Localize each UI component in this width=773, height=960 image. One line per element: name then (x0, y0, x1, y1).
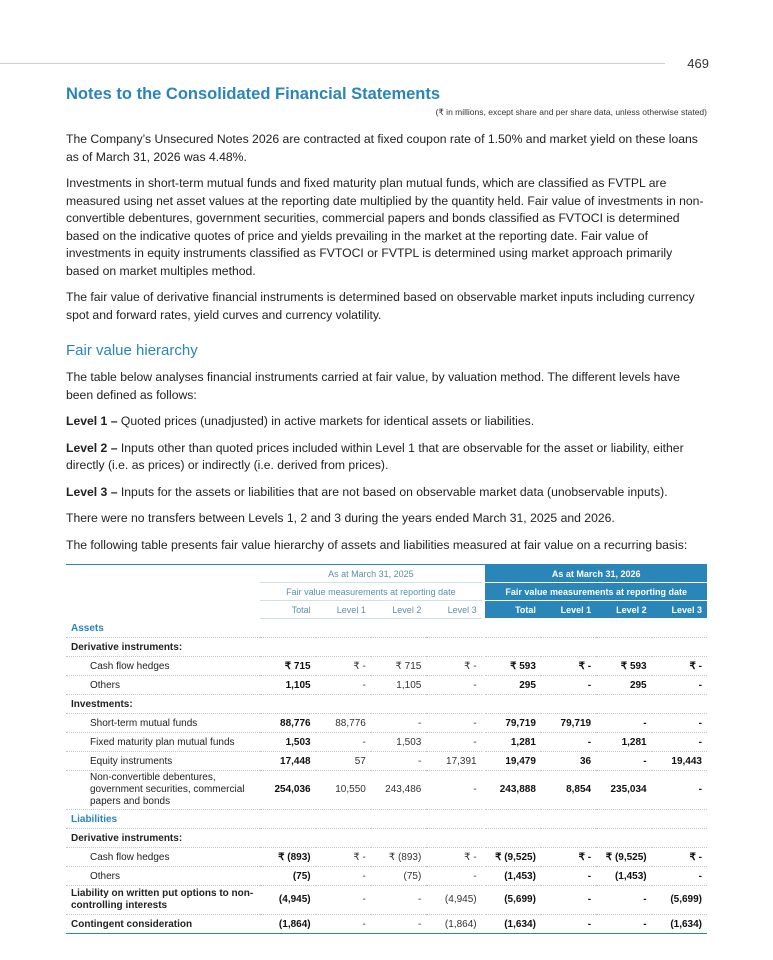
cell-value: 1,105 (260, 676, 316, 695)
cell-value: 10,550 (316, 771, 371, 810)
cell-value: (4,945) (426, 886, 481, 915)
cell-value: - (316, 915, 371, 934)
cell-value: 79,719 (485, 714, 541, 733)
row-label: Cash flow hedges (66, 848, 260, 867)
cell-value: - (541, 733, 596, 752)
transfer-note: There were no transfers between Levels 1, 2 and 3 during the years ended March 31, 2025 and 2026. (66, 511, 615, 525)
cell-value: (1,864) (426, 915, 481, 934)
level-text: Inputs other than quoted prices included within Level 1 that are observable for the asset or liability, either directly (i.e. as prices) or indirectly (i.e. derived from prices). (66, 440, 684, 472)
cell-value: - (541, 867, 596, 886)
table-row (66, 733, 707, 752)
cell-value (485, 810, 541, 829)
cell-value: 243,486 (371, 771, 427, 810)
cell-value (426, 695, 481, 714)
cell-value: 57 (316, 752, 371, 771)
cell-value (260, 810, 316, 829)
cell-value: 295 (596, 676, 652, 695)
column-header: Level 1 (541, 601, 596, 619)
cell-value: 17,391 (426, 752, 481, 771)
cell-value (316, 829, 371, 848)
cell-value: 88,776 (316, 714, 371, 733)
cell-value: - (541, 676, 596, 695)
level-label: Level 2 – (66, 440, 118, 455)
cell-value: 1,503 (260, 733, 316, 752)
cell-value: - (316, 676, 371, 695)
row-label: Liability on written put options to non-controlling interests (66, 886, 260, 915)
cell-value (652, 619, 707, 638)
row-label: Investments: (66, 695, 260, 714)
cell-value: - (426, 676, 481, 695)
cell-value: - (652, 867, 707, 886)
cell-value (260, 829, 316, 848)
cell-value: ₹ 593 (485, 657, 541, 676)
cell-value (371, 829, 427, 848)
cell-value: ₹ (893) (260, 848, 316, 867)
cell-value: 36 (541, 752, 596, 771)
cell-value: - (596, 752, 652, 771)
cell-value: (4,945) (260, 886, 316, 915)
cell-value: ₹ - (652, 848, 707, 867)
cell-value (426, 810, 481, 829)
paragraph: The Company’s Unsecured Notes 2026 are contracted at fixed coupon rate of 1.50% and market yield on these loans as of March 31, 2026 was 4.48%. (66, 132, 698, 164)
cell-value: - (541, 915, 596, 934)
cell-value (652, 695, 707, 714)
cell-value (596, 638, 652, 657)
row-label: Non-convertible debentures, government securities, commercial papers and bonds (66, 771, 260, 810)
cell-value (541, 638, 596, 657)
cell-value (541, 695, 596, 714)
cell-value (316, 619, 371, 638)
level-label: Level 1 – (66, 414, 118, 428)
cell-value: - (426, 733, 481, 752)
row-label: Equity instruments (66, 752, 260, 771)
table-header-row (66, 583, 707, 601)
table-row (66, 695, 707, 714)
cell-value: - (596, 886, 652, 915)
cell-value: 19,443 (652, 752, 707, 771)
cell-value: 1,503 (371, 733, 427, 752)
cell-value: - (426, 867, 481, 886)
cell-value (485, 695, 541, 714)
cell-value (371, 619, 427, 638)
cell-value: ₹ (9,525) (596, 848, 652, 867)
cell-value: 254,036 (260, 771, 316, 810)
cell-value: - (316, 733, 371, 752)
cell-value (371, 810, 427, 829)
content (66, 131, 707, 934)
cell-value: (5,699) (652, 886, 707, 915)
level-definition (66, 440, 707, 475)
cell-value: ₹ (893) (371, 848, 427, 867)
level-label: Level 3 – (66, 484, 118, 499)
table-row (66, 810, 707, 829)
column-header: Level 2 (371, 601, 427, 619)
row-label: Fixed maturity plan mutual funds (66, 733, 260, 752)
table-row (66, 657, 707, 676)
cell-value (371, 638, 427, 657)
cell-value: ₹ 715 (260, 657, 316, 676)
paragraph: Investments in short-term mutual funds and fixed maturity plan mutual funds, which are classified as FVTPL are measured using net asset values at the reporting date multiplied by the quantity held. Fair value of investments in non-convertible debentures, government securities, commercial papers and bonds classified as FVTOCI is determined based on the indicative quotes of price and yields prevailing in the market at the reporting date. Fair value of investments in equity instruments classified as FVTOCI or FVTPL is determined using market approach primarily based on market multiples method. (66, 176, 704, 278)
cell-value: - (371, 752, 427, 771)
cell-value: ₹ - (541, 657, 596, 676)
table-row (66, 714, 707, 733)
cell-value (596, 695, 652, 714)
paragraph: The fair value of derivative financial instruments is determined based on observable market inputs including currency spot and forward rates, yield curves and currency volatility. (66, 290, 695, 322)
cell-value: - (652, 733, 707, 752)
level-text: Quoted prices (unadjusted) in active markets for identical assets or liabilities. (117, 414, 535, 428)
cell-value: ₹ - (316, 848, 371, 867)
cell-value: (75) (260, 867, 316, 886)
currency-note: (₹ in millions, except share and per share data, unless otherwise stated) (435, 107, 707, 117)
period-2026-header: As at March 31, 2026 (485, 565, 707, 583)
row-label: Derivative instruments: (66, 638, 260, 657)
cell-value (426, 829, 481, 848)
cell-value: - (371, 915, 427, 934)
cell-value: 8,854 (541, 771, 596, 810)
cell-value: - (541, 886, 596, 915)
cell-value: 19,479 (485, 752, 541, 771)
cell-value: (5,699) (485, 886, 541, 915)
table-row (66, 638, 707, 657)
table-header-row (66, 565, 707, 583)
cell-value: ₹ - (426, 657, 481, 676)
row-label: Others (66, 867, 260, 886)
cell-value: 1,105 (371, 676, 427, 695)
row-label: Assets (66, 619, 260, 638)
row-label: Cash flow hedges (66, 657, 260, 676)
row-label: Liabilities (66, 810, 260, 829)
cell-value (371, 695, 427, 714)
table-header-row (66, 601, 707, 619)
level-definition (66, 484, 707, 502)
table-row (66, 915, 707, 934)
column-header: Level 1 (316, 601, 371, 619)
column-header: Level 3 (652, 601, 707, 619)
column-header: Level 2 (596, 601, 652, 619)
cell-value: (1,453) (485, 867, 541, 886)
cell-value: - (371, 714, 427, 733)
cell-value (485, 829, 541, 848)
cell-value (260, 695, 316, 714)
cell-value: ₹ 715 (371, 657, 427, 676)
cell-value: ₹ (9,525) (485, 848, 541, 867)
cell-value (316, 638, 371, 657)
row-label: Others (66, 676, 260, 695)
table-row (66, 886, 707, 915)
table-row (66, 848, 707, 867)
level-text: Inputs for the assets or liabilities that are not based on observable market data (unobservable inputs). (117, 484, 668, 499)
cell-value (652, 829, 707, 848)
cell-value: 79,719 (541, 714, 596, 733)
cell-value: ₹ - (541, 848, 596, 867)
table-body (66, 619, 707, 934)
cell-value: ₹ - (316, 657, 371, 676)
table-row (66, 619, 707, 638)
cell-value (485, 619, 541, 638)
table-row (66, 771, 707, 810)
page-number: 469 (687, 56, 709, 71)
sub-header-2026: Fair value measurements at reporting date (485, 583, 707, 601)
row-label: Contingent consideration (66, 915, 260, 934)
cell-value (316, 810, 371, 829)
level-definition (66, 413, 707, 431)
column-header: Level 3 (426, 601, 481, 619)
cell-value: - (596, 915, 652, 934)
table-row (66, 676, 707, 695)
cell-value: (1,864) (260, 915, 316, 934)
table-intro: The following table presents fair value hierarchy of assets and liabilities measured at fair value on a recurring basis: (66, 537, 688, 552)
section-intro: The table below analyses financial instruments carried at fair value, by valuation method. The different levels have been defined as follows: (66, 370, 681, 402)
cell-value: - (596, 714, 652, 733)
cell-value (596, 829, 652, 848)
cell-value: - (426, 771, 481, 810)
column-header: Total (485, 601, 541, 619)
cell-value (316, 695, 371, 714)
cell-value (596, 810, 652, 829)
cell-value: - (652, 676, 707, 695)
cell-value (652, 638, 707, 657)
table-row (66, 829, 707, 848)
table-row (66, 867, 707, 886)
cell-value: (1,453) (596, 867, 652, 886)
row-label: Short-term mutual funds (66, 714, 260, 733)
cell-value: ₹ - (426, 848, 481, 867)
header-rule (0, 63, 665, 64)
cell-value: ₹ - (652, 657, 707, 676)
cell-value: 17,448 (260, 752, 316, 771)
section-title: Fair value hierarchy (66, 342, 198, 359)
cell-value (652, 810, 707, 829)
cell-value (260, 619, 316, 638)
cell-value: - (426, 714, 481, 733)
cell-value: ₹ 593 (596, 657, 652, 676)
cell-value: - (371, 886, 427, 915)
cell-value: 88,776 (260, 714, 316, 733)
cell-value: 295 (485, 676, 541, 695)
fair-value-table (66, 564, 707, 934)
sub-header-2025: Fair value measurements at reporting date (260, 583, 482, 601)
cell-value: - (316, 886, 371, 915)
table-row (66, 752, 707, 771)
cell-value (541, 829, 596, 848)
cell-value (260, 638, 316, 657)
column-header: Total (260, 601, 316, 619)
cell-value: 1,281 (485, 733, 541, 752)
cell-value: (1,634) (652, 915, 707, 934)
cell-value: - (316, 867, 371, 886)
cell-value (596, 619, 652, 638)
cell-value (541, 619, 596, 638)
cell-value (485, 638, 541, 657)
row-label: Derivative instruments: (66, 829, 260, 848)
page-title: Notes to the Consolidated Financial Statements (66, 85, 441, 103)
cell-value (426, 638, 481, 657)
cell-value: 235,034 (596, 771, 652, 810)
period-2025-header: As at March 31, 2025 (260, 565, 482, 583)
cell-value: - (652, 771, 707, 810)
cell-value: - (652, 714, 707, 733)
cell-value: (1,634) (485, 915, 541, 934)
cell-value: (75) (371, 867, 427, 886)
cell-value: 243,888 (485, 771, 541, 810)
cell-value (426, 619, 481, 638)
cell-value: 1,281 (596, 733, 652, 752)
cell-value (541, 810, 596, 829)
